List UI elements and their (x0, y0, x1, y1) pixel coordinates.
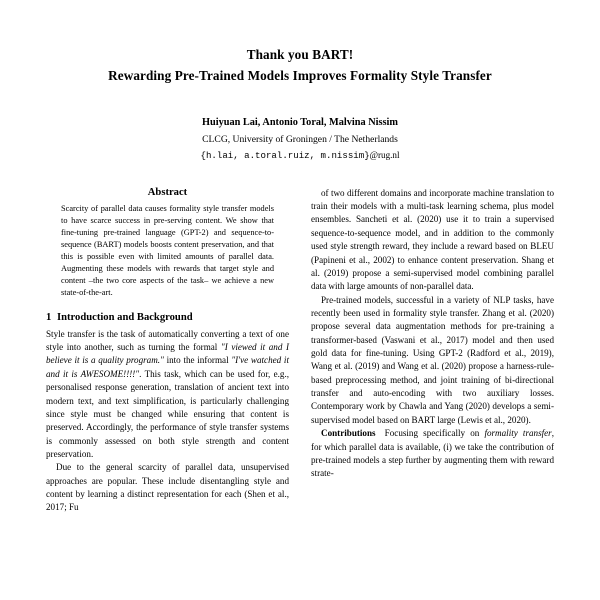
intro-paragraph-1: Style transfer is the task of automatically converting a text of one style into another, such as turning the formal "I viewed it and I believe it is a quality program." into the informal "I've watched it and it is AWESOME!!!!". This task, which can be used for, e.g., personalised response generation, translation of ancient text into modern text, and text simplification, is particularly challenging since style must be changed while ensuring that content is preserved. Accordingly, the performance of style transfer systems is commonly assessed on both style strength and content preservation. (46, 328, 289, 459)
contact-emails (56, 149, 544, 163)
intro-paragraph-2: Due to the general scarcity of parallel data, unsupervised approaches are popular. These include disentangling style and content by learning a distinct representation for each (Shen et al., 2017; Fu (46, 462, 289, 513)
emails-mono: {h.lai, a.toral.ruiz, m.nissim} (200, 150, 370, 162)
contributions-text-1: Focusing specifically on (384, 428, 485, 439)
right-paragraph-1: of two different domains and incorporate machine translation to train their models with a multi-task learning schema, plus model ensembles. Sancheti et al. (2020) use it to train a supervised sequence-to-sequence model, and in addition to the commonly used style strength reward, they include a reward based on BLEU (Papineni et al., 2002) to enhance content preservation. Shang et al. (2019) propose a semi-supervised model combining parallel data with large amounts of non-parallel data. (311, 187, 554, 292)
affiliation: CLCG, University of Groningen / The Netherlands (202, 133, 398, 145)
contributions-paragraph (311, 427, 554, 480)
abstract-heading: Abstract (147, 186, 188, 198)
right-column (311, 187, 554, 515)
contributions-label: Contributions (321, 428, 385, 439)
right-paragraph-2: Pre-trained models, successful in a variety of NLP tasks, have recently been used in formality style transfer. Zhang et al. (2020) propose several data augmentation methods for pre-training a transformer-based (Vaswani et al., 2017) model and then used gold data for fine-tuning. Using GPT-2 (Radford et al., 2019), Wang et al. (2019) and Wang et al. (2020) propose a harness-rule-based preprocessing method, and joint training of bi-directional transfer and auto-encoding with two auxiliary losses. Contemporary work by Chawla and Yang (2020) develops a semi-supervised model based on BART large (Lewis et al., 2020). (311, 294, 554, 425)
two-column-body (0, 187, 600, 515)
section-heading-introduction (46, 312, 289, 323)
left-column (46, 187, 289, 515)
emails-suffix: @rug.nl (369, 150, 400, 161)
abstract-text: Scarcity of parallel data causes formality style transfer models to have scarce success in pre-serving content. We show that fine-tuning pre-trained language (GPT-2) and sequence-to-sequence (BART) models boosts content preservation, and that this is possible even with limited amounts of parallel data. Augmenting these models with rewards that target style and content –the two core aspects of the task– we achieve a new state-of-the-art. (61, 203, 274, 297)
paper-title-line-1: Thank you BART! (246, 47, 354, 62)
section-title: Introduction and Background (57, 311, 193, 323)
author-list: Huiyuan Lai, Antonio Toral, Malvina Nissim (202, 116, 398, 128)
contributions-italic: formality transfer (484, 428, 552, 439)
paper-title-line-2: Rewarding Pre-Trained Models Improves Formality Style Transfer (108, 68, 492, 84)
contributions-text-2: , for which parallel data is available, (i) we take the contribution of pre-trained models a step further by augmenting them with reward strate- (311, 428, 554, 479)
section-number: 1 (46, 311, 52, 323)
title-block (0, 0, 600, 163)
